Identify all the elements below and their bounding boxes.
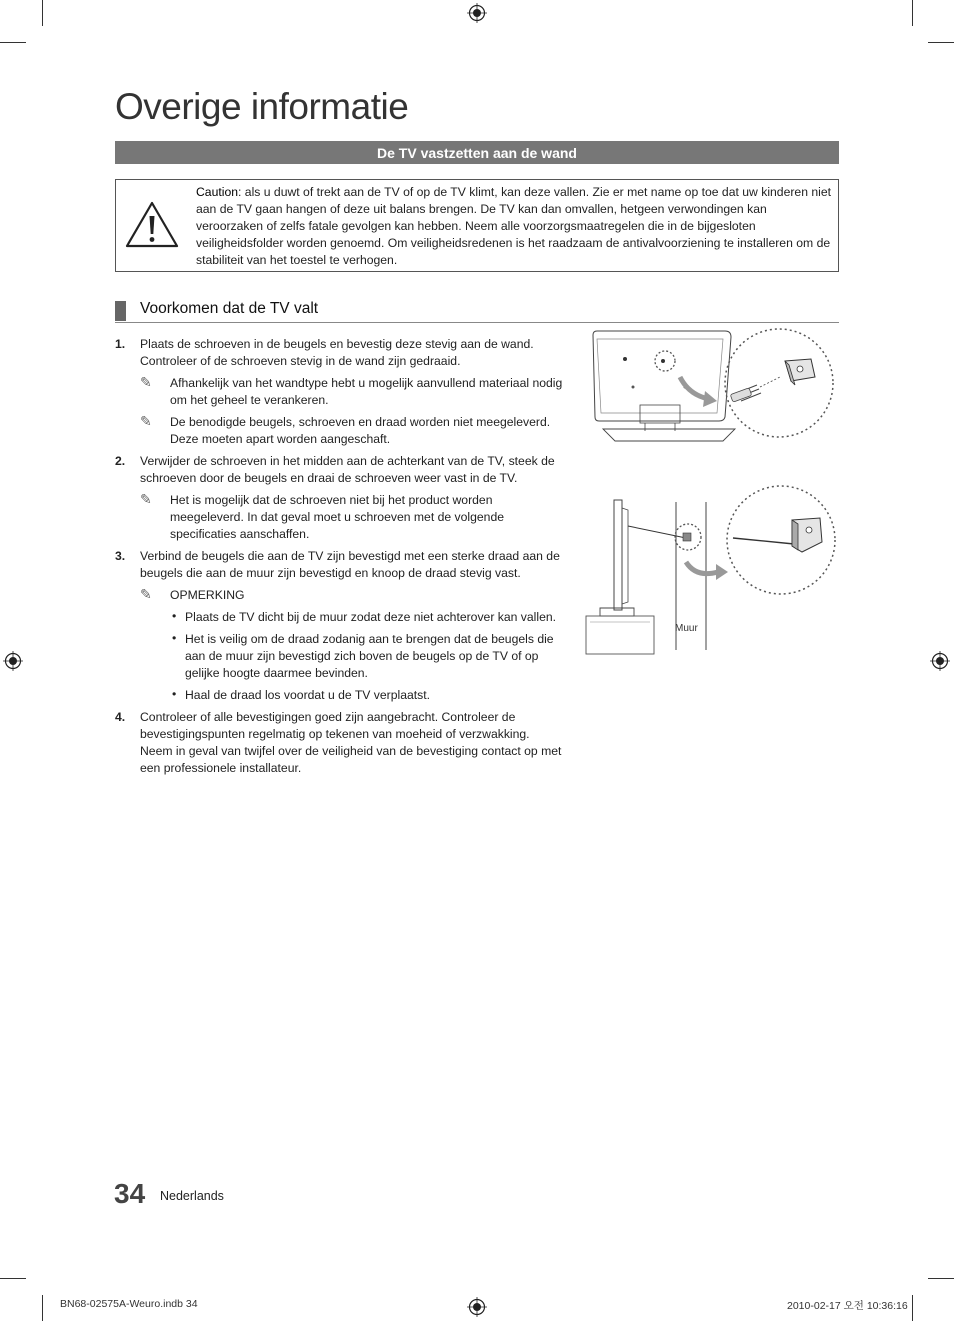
bullet-item: [170, 631, 565, 682]
bullet-icon: •: [172, 687, 177, 701]
section-title: De TV vastzetten aan de wand: [115, 141, 839, 164]
registration-mark-icon: [467, 1297, 487, 1317]
print-slug-date: 2010-02-17 오전 10:36:16: [787, 1300, 908, 1312]
caution-label: Caution: [196, 185, 239, 199]
registration-mark-icon: [930, 651, 950, 671]
page-language: Nederlands: [160, 1189, 224, 1203]
crop-mark: [928, 1278, 954, 1279]
print-slug-file: BN68-02575A-Weuro.indb 34: [60, 1298, 198, 1310]
subsection-heading: [115, 298, 839, 323]
step-number: 1.: [115, 337, 126, 351]
page-number: 34: [114, 1178, 146, 1209]
crop-mark: [912, 1295, 913, 1321]
step-item: [115, 336, 565, 448]
crop-mark: [928, 42, 954, 43]
note-text: De benodigde beugels, schroeven en draad worden niet meegeleverd. Deze moeten apart worden aangeschaft.: [170, 415, 551, 446]
pencil-note-icon: ✎: [140, 374, 152, 390]
note-text: Het is mogelijk dat de schroeven niet bij het product worden meegeleverd. In dat geval moet u schroeven met de volgende specificaties aanschaffen.: [170, 493, 505, 541]
pencil-note-icon: ✎: [140, 586, 152, 602]
tv-wall-wire-illustration: [580, 480, 840, 655]
page-title: Overige informatie: [115, 86, 409, 127]
bullet-item: [170, 687, 565, 704]
bullet-item: [170, 609, 565, 626]
caution-box: [115, 179, 839, 272]
bullet-icon: •: [172, 631, 177, 645]
step-number: 4.: [115, 710, 126, 724]
note-text: Afhankelijk van het wandtype hebt u mogelijk aanvullend materiaal nodig om het geheel te verankeren.: [170, 376, 563, 407]
caution-text: [196, 184, 831, 269]
caution-body: : als u duwt of trekt aan de TV of op de TV klimt, kan deze vallen. Zie er met name op toe dat uw kinderen niet aan de TV gaan hangen of deze uit balans brengen. De TV kan dan omvallen, hetgeen verwondingen kan veroorzaken of zelfs fatale gevolgen kan hebben. Neem alle voorzorgsmaatregelen die in de bijgesloten veiligheidsfolder worden genoemd. Om veiligheidsredenen is het raadzaam de antivalvoorziening te installeren om de stabiliteit van het toestel te verhogen.: [196, 185, 832, 267]
step-text: Verbind de beugels die aan de TV zijn bevestigd met een sterke draad aan de beugels die aan de muur zijn bevestigd en knoop de draad stevig vast.: [140, 549, 560, 580]
step-item: [115, 709, 565, 777]
note-item: [140, 375, 565, 409]
subsection-title: Voorkomen dat de TV valt: [140, 300, 319, 317]
registration-mark-icon: [467, 3, 487, 23]
step-item: [115, 548, 565, 704]
tv-back-bracket-illustration: [585, 325, 835, 445]
note-heading: OPMERKING: [170, 588, 245, 602]
crop-mark: [42, 0, 43, 26]
crop-mark: [912, 0, 913, 26]
instructions: [115, 336, 565, 782]
wall-label: Muur: [675, 623, 698, 634]
registration-mark-icon: [3, 651, 23, 671]
step-text: Verwijder de schroeven in het midden aan de achterkant van de TV, steek de schroeven door de beugels en draai de schroeven weer vast in de TV.: [140, 454, 555, 485]
bullet-text: Haal de draad los voordat u de TV verplaatst.: [185, 688, 431, 702]
crop-mark: [0, 1278, 26, 1279]
bullet-text: Het is veilig om de draad zodanig aan te brengen dat de beugels die aan de muur zijn bevestigd zich boven de beugels op de TV of op gelijke hoogte daarmee bevinden.: [185, 632, 554, 680]
pencil-note-icon: ✎: [140, 413, 152, 429]
bullet-icon: •: [172, 609, 177, 623]
step-text: Plaats de schroeven in de beugels en bevestig deze stevig aan de wand. Controleer of de schroeven stevig in de wand zijn gedraaid.: [140, 337, 534, 368]
crop-mark: [42, 1295, 43, 1321]
step-number: 3.: [115, 549, 126, 563]
note-item: [140, 492, 565, 543]
step-text: Controleer of alle bevestigingen goed zijn aangebracht. Controleer de bevestigingspunten regelmatig op tekenen van moeheid of verzwakking. Neem in geval van twijfel over de veiligheid van de bevestiging contact op met een professionele installateur.: [140, 710, 562, 775]
warning-icon: [124, 200, 180, 250]
step-item: [115, 453, 565, 543]
crop-mark: [0, 42, 26, 43]
pencil-note-icon: ✎: [140, 491, 152, 507]
bullet-text: Plaats de TV dicht bij de muur zodat deze niet achterover kan vallen.: [185, 610, 557, 624]
heading-marker: [115, 301, 126, 321]
note-heading-item: [140, 587, 565, 604]
step-number: 2.: [115, 454, 126, 468]
note-item: [140, 414, 565, 448]
